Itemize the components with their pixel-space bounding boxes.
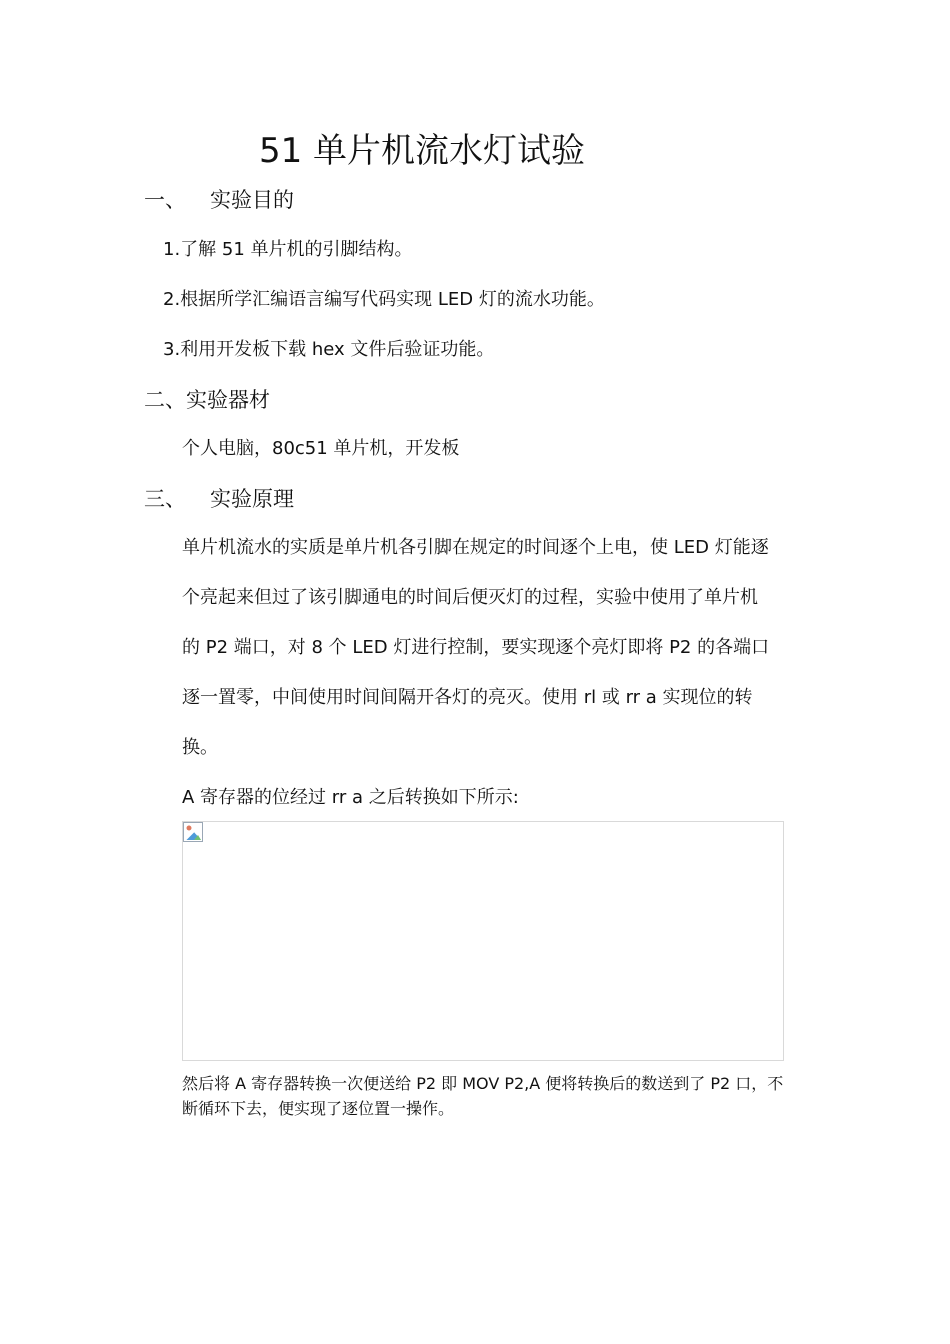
paragraph-line: 逐一置零，中间使用时间间隔开各灯的亮灭。使用 rl 或 rr a 实现位的转 (182, 687, 753, 708)
paragraph-line: 单片机流水的实质是单片机各引脚在规定的时间逐个上电，使 LED 灯能逐 (182, 537, 769, 558)
paragraph-line: 的 P2 端口，对 8 个 LED 灯进行控制，要实现逐个亮灯即将 P2 的各端口 (182, 637, 770, 658)
broken-image-icon (183, 822, 203, 842)
equipment-text: 个人电脑，80c51 单片机，开发板 (182, 438, 460, 459)
document-title: 51 单片机流水灯试验 (258, 131, 586, 171)
section-heading-equipment: 二、实验器材 (144, 388, 270, 412)
section-title: 实验目的 (210, 188, 294, 212)
figure-caption: A 寄存器的位经过 rr a 之后转换如下所示: (182, 787, 519, 808)
paragraph-line: 个亮起来但过了该引脚通电的时间后便灭灯的过程，实验中使用了单片机 (182, 587, 758, 608)
list-item: 2.根据所学汇编语言编写代码实现 LED 灯的流水功能。 (163, 289, 605, 310)
section-heading-principle (144, 484, 294, 514)
section-heading-purpose (144, 185, 294, 215)
section-number: 三、 (144, 487, 186, 511)
list-item: 1.了解 51 单片机的引脚结构。 (163, 239, 413, 260)
paragraph-line: 然后将 A 寄存器转换一次便送给 P2 即 MOV P2,A 便将转换后的数送到了 P2 口，不 (182, 1074, 784, 1093)
list-item: 3.利用开发板下载 hex 文件后验证功能。 (163, 339, 495, 360)
figure-image-placeholder (182, 821, 784, 1061)
paragraph-line: 换。 (182, 737, 218, 758)
section-title: 实验原理 (210, 487, 294, 511)
section-number: 一、 (144, 188, 186, 212)
paragraph-line: 断循环下去，便实现了逐位置一操作。 (182, 1099, 455, 1118)
